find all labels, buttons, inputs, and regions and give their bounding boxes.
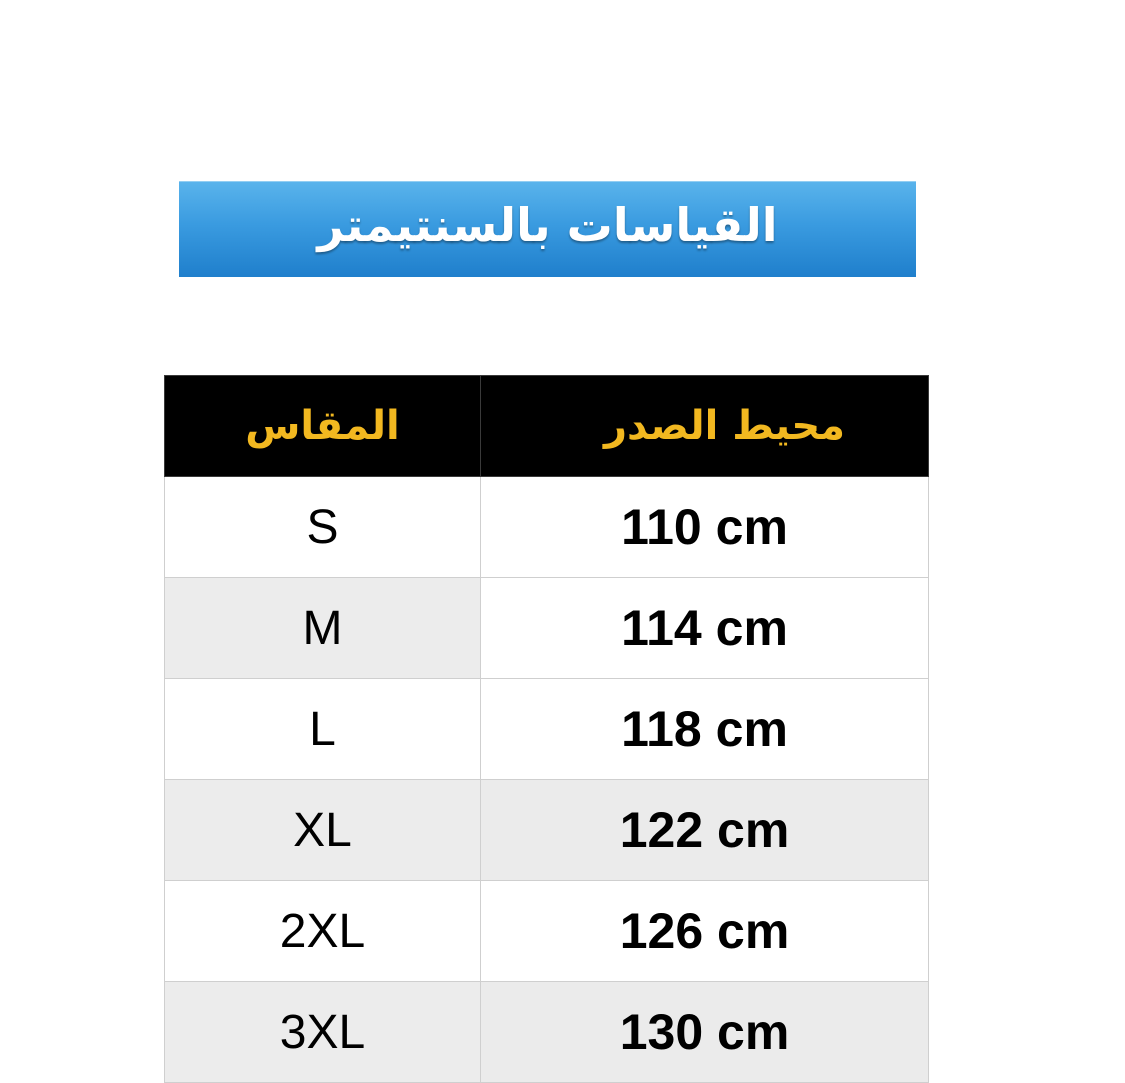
size-cell: 3XL (165, 982, 481, 1083)
column-header-chest: محيط الصدر (481, 376, 929, 477)
chest-cell: 114 cm (481, 578, 929, 679)
table-row (165, 679, 929, 780)
size-chart-table (164, 375, 929, 1083)
table-header-row (165, 376, 929, 477)
table-row (165, 982, 929, 1083)
table-row (165, 881, 929, 982)
size-cell: L (165, 679, 481, 780)
chest-cell: 130 cm (481, 982, 929, 1083)
size-cell: S (165, 477, 481, 578)
table-row (165, 578, 929, 679)
column-header-size: المقاس (165, 376, 481, 477)
chest-cell: 126 cm (481, 881, 929, 982)
table-row (165, 780, 929, 881)
page-title: القياسات بالسنتيمتر (317, 198, 778, 252)
table-row (165, 477, 929, 578)
chest-cell: 122 cm (481, 780, 929, 881)
title-banner (179, 181, 916, 277)
size-cell: XL (165, 780, 481, 881)
chest-cell: 118 cm (481, 679, 929, 780)
chest-cell: 110 cm (481, 477, 929, 578)
size-cell: M (165, 578, 481, 679)
size-cell: 2XL (165, 881, 481, 982)
